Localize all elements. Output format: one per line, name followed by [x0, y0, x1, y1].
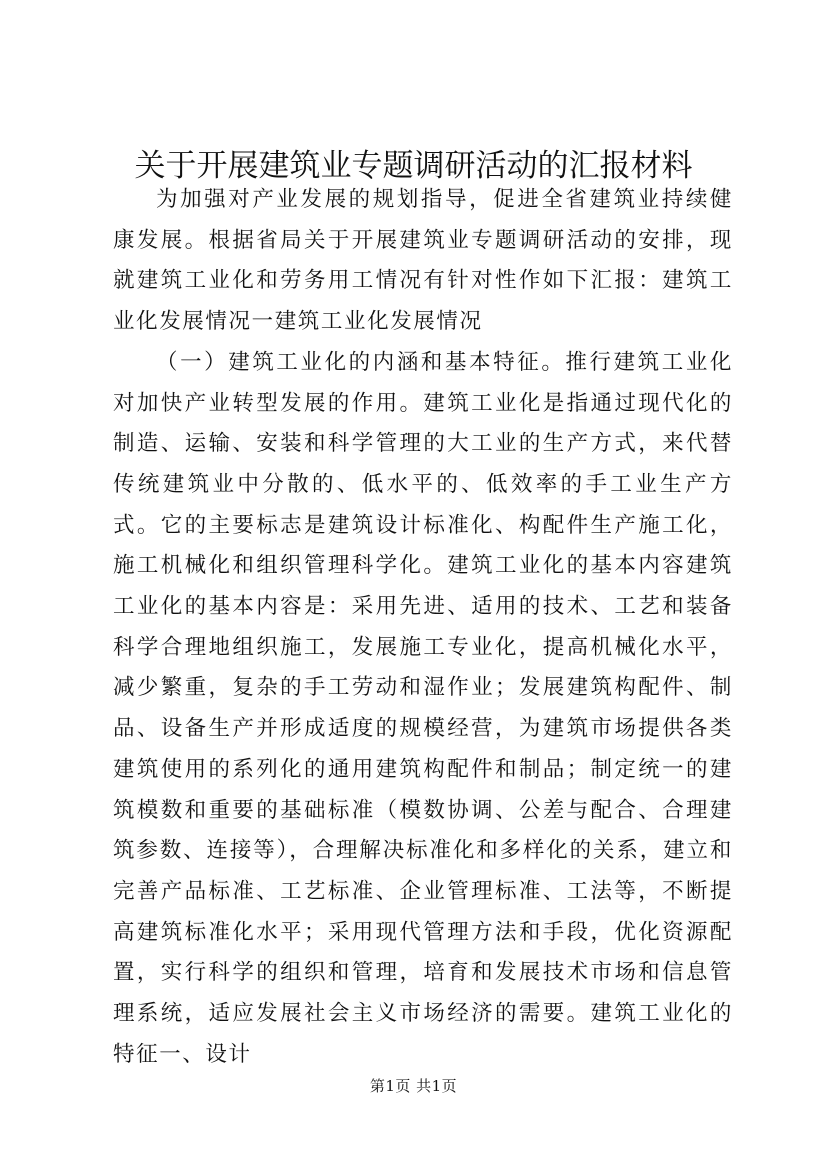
- page-footer: 第1页 共1页: [369, 1077, 458, 1095]
- paragraph-intro: 为加强对产业发展的规划指导，促进全省建筑业持续健康发展。根据省局关于开展建筑业专题调研活动的安排，现就建筑工业化和劳务用工情况有针对性作如下汇报：建筑工业化发展情况一建筑工业化发展情况: [113, 187, 733, 335]
- paragraph-section-one: （一）建筑工业化的内涵和基本特征。推行建筑工业化对加快产业转型发展的作用。建筑工业化是指通过现代化的制造、运输、安装和科学管理的大工业的生产方式，来代替传统建筑业中分散的、低水平的、低效率的手工业生产方式。它的主要标志是建筑设计标准化、构配件生产施工化，施工机械化和组织管理科学化。建筑工业化的基本内容建筑工业化的基本内容是：采用先进、适用的技术、工艺和装备科学合理地组织施工，发展施工专业化，提高机械化水平，减少繁重，复杂的手工劳动和湿作业；发展建筑构配件、制品、设备生产并形成适度的规模经营，为建筑市场提供各类建筑使用的系列化的通用建筑构配件和制品；制定统一的建筑模数和重要的基础标准（模数协调、公差与配合、合理建筑参数、连接等），合理解决标准化和多样化的关系，建立和完善产品标准、工艺标准、企业管理标准、工法等，不断提高建筑标准化水平；采用现代管理方法和手段，优化资源配置，实行科学的组织和管理，培育和发展技术市场和信息管理系统，适应发展社会主义市场经济的需要。建筑工业化的特征一、设计: [113, 349, 733, 1067]
- document-body: [113, 168, 733, 1075]
- document-title: 关于开展建筑业专题调研活动的汇报材料: [134, 148, 693, 184]
